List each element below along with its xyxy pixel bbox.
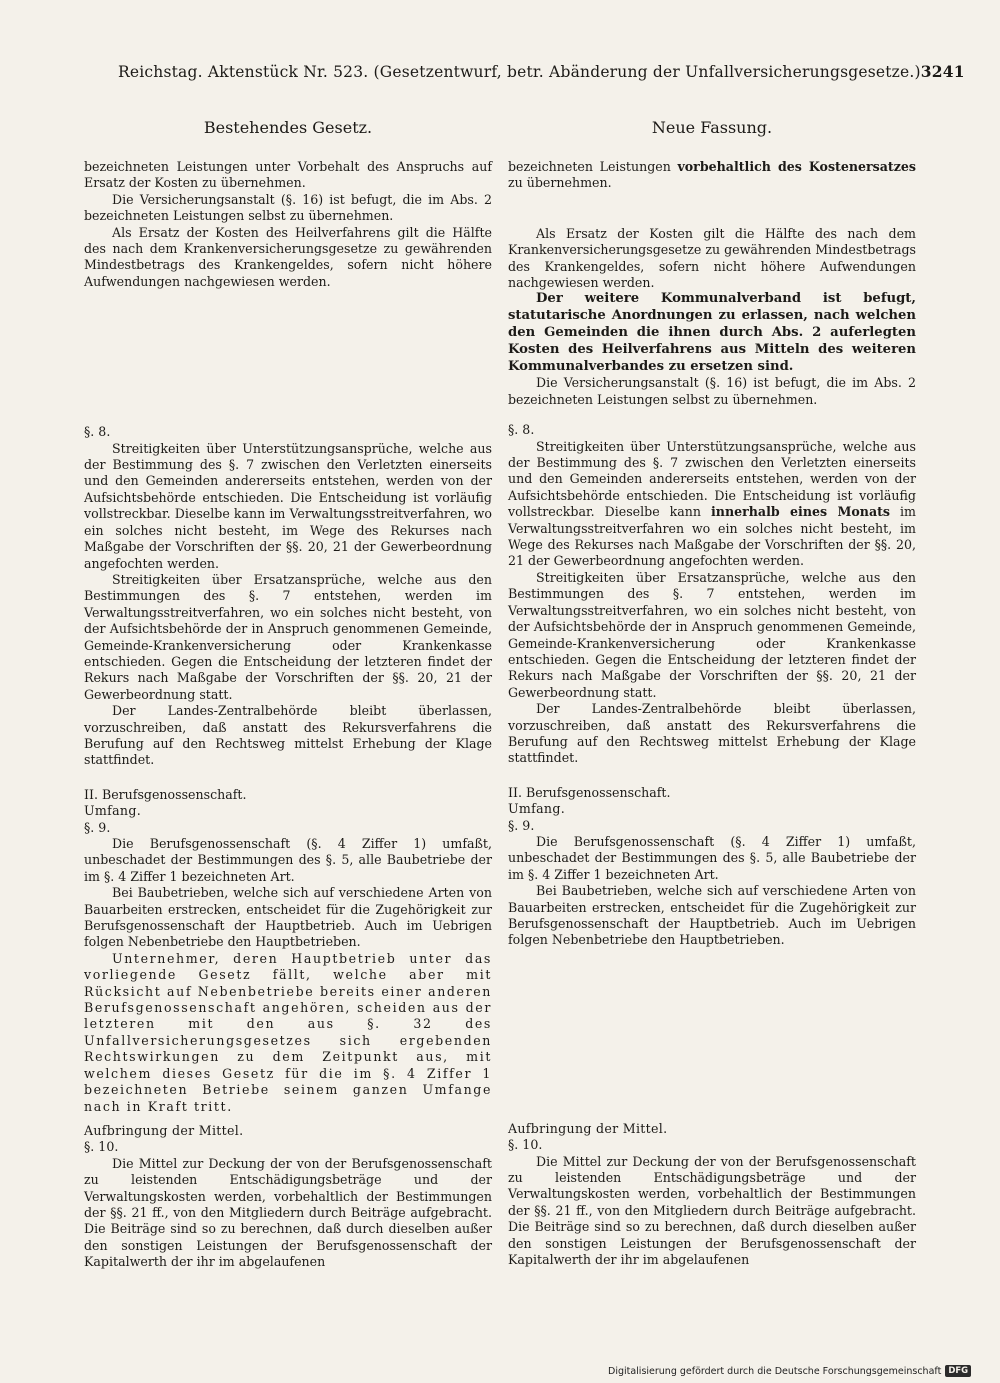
- right-s8-para-1: [508, 439, 916, 570]
- left-intro-2: Die Versicherungsanstalt (§. 16) ist befugt, die im Abs. 2 bezeichneten Leistungen selbst zu übernehmen.: [84, 191, 492, 224]
- left-s8-para-1: Streitigkeiten über Unterstützungsansprüche, welche aus der Bestimmung des §. 7 zwischen den Verletzten einerseits und den Gemeinden andererseits entstehen, werden von der Aufsichtsbehörde entschieden. Die Entscheidung ist vorläufig vollstreckbar. Dieselbe kann im Verwaltungsstreitverfahren, wo ein solches nicht besteht, im Wege des Rekurses nach Maßgabe der Vorschriften der §§. 20, 21 der Gewerbeordnung angefochten werden.: [84, 440, 492, 571]
- column-title-left: Bestehendes Gesetz.: [203, 118, 373, 137]
- right-s9-para-2: Bei Baubetrieben, welche sich auf verschiedene Arten von Bauarbeiten erstrecken, entscheidet für die Zugehörigkeit zur Berufsgenossenschaft der Hauptbetrieb. Auch im Uebrigen folgen Nebenbetriebe den Hauptbetrieben.: [508, 883, 916, 948]
- left-s8-para-3: Der Landes-Zentralbehörde bleibt überlassen, vorzuschreiben, daß anstatt des Rekursverfahrens die Berufung auf den Rechtsweg mittelst Erhebung der Klage stattfindet.: [84, 703, 492, 768]
- left-s10-para: Die Mittel zur Deckung der von der Berufsgenossenschaft zu leistenden Entschädigungsbeträge und der Verwaltungskosten werden, vorbehaltlich der Bestimmungen der §§. 21 ff., von den Mitgliedern durch Beiträge aufgebracht. Die Beiträge sind so zu berechnen, daß durch dieselben außer den sonstigen Leistungen der Berufsgenossenschaft der Kapitalwerth der ihr im abgelaufenen: [84, 1155, 492, 1270]
- right-s8-p1-end: im Verwaltungsstreitverfahren wo ein solches nicht besteht, im Wege des Rekurses nach Maßgabe der Vorschriften der §§. 20, 21 der Gewerbeordnung angefochten werden.: [508, 504, 916, 569]
- right-s8-heading: §. 8.: [508, 422, 535, 438]
- left-intro-1: bezeichneten Leistungen unter Vorbehalt des Anspruchs auf Ersatz der Kosten zu übernehmen.: [84, 159, 492, 191]
- left-intro-3: Als Ersatz der Kosten des Heilverfahrens gilt die Hälfte des nach dem Krankenversicherungsgesetze zu gewährenden Mindestbetrags des Krankengeldes, sofern nicht höhere Aufwendungen nachgewiesen werden.: [84, 224, 492, 289]
- column-title-right: Neue Fassung.: [651, 118, 773, 137]
- right-s10-para: Die Mittel zur Deckung der von der Berufsgenossenschaft zu leistenden Entschädigungsbeträge und der Verwaltungskosten werden, vorbehaltlich der Bestimmungen der §§. 21 ff., von den Mitgliedern durch Beiträge aufgebracht. Die Beiträge sind so zu berechnen, daß durch dieselben außer den sonstigen Leistungen der Berufsgenossenschaft der Kapitalwerth der ihr im abgelaufenen: [508, 1153, 916, 1268]
- running-title: Reichstag. Aktenstück Nr. 523. (Gesetzentwurf, betr. Abänderung der Unfallversicherungsgesetze.): [118, 63, 921, 81]
- right-ersatz: Als Ersatz der Kosten gilt die Hälfte des nach dem Krankenversicherungsgesetze zu gewährenden Mindestbetrags des Krankengeldes, sofern nicht höhere Aufwendungen nachgewiesen werden.: [508, 225, 916, 291]
- column-new-version: [508, 118, 916, 1268]
- right-s8-p1-bold: innerhalb eines Monats: [711, 504, 891, 520]
- right-s9-heading: §. 9.: [508, 817, 535, 833]
- right-s8-para-3: Der Landes-Zentralbehörde bleibt überlassen, vorzuschreiben, daß anstatt des Rekursverfahrens die Berufung auf den Rechtsweg mittelst Erhebung der Klage stattfindet.: [508, 701, 916, 766]
- right-s9-para-1: Die Berufsgenossenschaft (§. 4 Ziffer 1) umfaßt, unbeschadet der Bestimmungen des §. 5, alle Baubetriebe der im §. 4 Ziffer 1 bezeichneten Art.: [508, 833, 916, 882]
- right-umfang: Umfang.: [508, 801, 566, 817]
- left-s9-para-2: Bei Baubetrieben, welche sich auf verschiedene Arten von Bauarbeiten erstrecken, entscheidet für die Zugehörigkeit zur Berufsgenossenschaft der Hauptbetrieb. Auch im Uebrigen folgen Nebenbetriebe den Hauptbetrieben.: [84, 885, 492, 950]
- right-bold-para: Der weitere Kommunalverband ist befugt, statutarische Anordnungen zu erlassen, nach welchen den Gemeinden die ihnen durch Abs. 2 auferlegten Kosten des Heilverfahrens aus Mitteln des weiteren Kommunalverbandes zu ersetzen sind.: [508, 291, 916, 374]
- left-s10-heading: §. 10.: [84, 1139, 119, 1155]
- page-number: 3241: [920, 62, 965, 81]
- left-umfang: Umfang.: [84, 803, 142, 819]
- right-s8-p1-start: Streitigkeiten über Unterstützungsansprüche, welche aus der Bestimmung des §. 7 zwischen den Verletzten einerseits und den Gemeinden andererseits entstehen, werden von der Aufsichtsbehörde entschieden. Die Entscheidung ist vorläufig vollstreckbar. Dieselbe kann: [508, 438, 916, 520]
- right-section-heading: II. Berufsgenossenschaft.: [508, 784, 671, 800]
- left-mittel: Aufbringung der Mittel.: [84, 1122, 244, 1138]
- footer-text: Digitalisierung gefördert durch die Deutsche Forschungsgemeinschaft: [608, 1365, 942, 1377]
- left-s9-heading: §. 9.: [84, 819, 111, 835]
- digitization-footer: [608, 1365, 988, 1377]
- column-existing-law: [84, 118, 492, 1271]
- right-s10-heading: §. 10.: [508, 1137, 543, 1153]
- left-s8-heading: §. 8.: [84, 424, 111, 440]
- running-header: [118, 62, 965, 81]
- left-s8-para-2: Streitigkeiten über Ersatzansprüche, welche aus den Bestimmungen des §. 7 entstehen, werden im Verwaltungsstreitverfahren, wo ein solches nicht besteht, von der Aufsichtsbehörde der in Anspruch genommenen Gemeinde, Gemeinde-Krankenversicherung oder Krankenkasse entschieden. Gegen die Entscheidung der letzteren findet der Rekurs nach Maßgabe der Vorschriften der §§. 20, 21 der Gewerbeordnung statt.: [84, 571, 492, 702]
- right-intro-bold: vorbehaltlich des Kostenersatzes: [677, 159, 916, 174]
- right-intro-start: bezeichneten Leistungen: [508, 159, 678, 174]
- left-s9-spaced-para: Unternehmer, deren Hauptbetrieb unter das vorliegende Gesetz fällt, welche aber mit Rücksicht auf Nebenbetriebe bereits einer anderen Berufsgenossenschaft angehören, scheiden aus der letzteren mit den aus §. 32 des Unfallversicherungsgesetzes sich ergebenden Rechtswirkungen zu dem Zeitpunkt aus, mit welchem dieses Gesetz für die im §. 4 Ziffer 1 bezeichneten Betriebe seinem ganzen Umfange nach in Kraft tritt.: [84, 950, 492, 1114]
- right-s8-para-2: Streitigkeiten über Ersatzansprüche, welche aus den Bestimmungen des §. 7 entstehen, werden im Verwaltungsstreitverfahren, wo ein solches nicht besteht, von der Aufsichtsbehörde der in Anspruch genommenen Gemeinde, Gemeinde-Krankenversicherung oder Krankenkasse entschieden. Gegen die Entscheidung der letzteren findet der Rekurs nach Maßgabe der Vorschriften der §§. 20, 21 der Gewerbeordnung statt.: [508, 569, 916, 700]
- right-intro: [508, 159, 916, 192]
- right-mittel: Aufbringung der Mittel.: [508, 1120, 668, 1136]
- right-anstalt: Die Versicherungsanstalt (§. 16) ist befugt, die im Abs. 2 bezeichneten Leistungen selbst zu übernehmen.: [508, 375, 916, 407]
- right-intro-end: zu übernehmen.: [508, 175, 612, 191]
- left-section-heading: II. Berufsgenossenschaft.: [84, 786, 247, 802]
- dfg-logo: DFG: [945, 1365, 971, 1377]
- left-s9-para-1: Die Berufsgenossenschaft (§. 4 Ziffer 1) umfaßt, unbeschadet der Bestimmungen des §. 5, alle Baubetriebe der im §. 4 Ziffer 1 bezeichneten Art.: [84, 836, 492, 884]
